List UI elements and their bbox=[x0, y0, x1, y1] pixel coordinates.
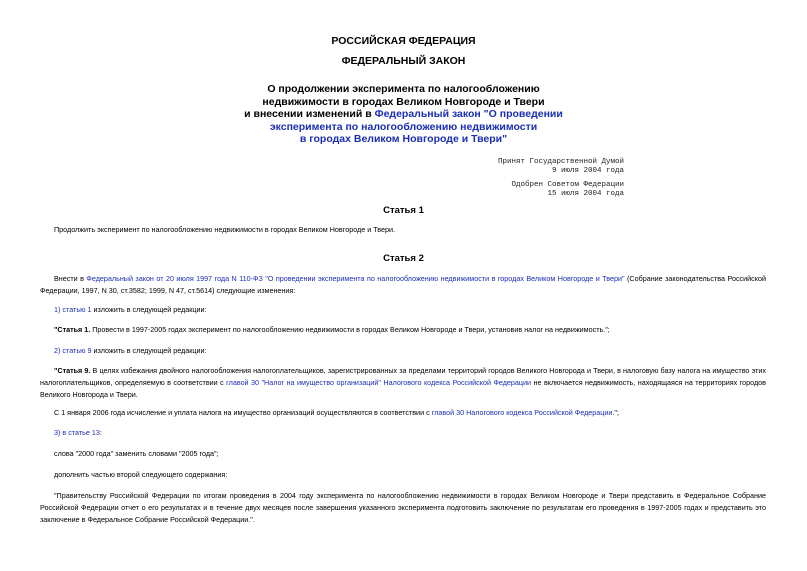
quote-1-label: "Статья 1. bbox=[54, 325, 91, 334]
item-2 bbox=[40, 345, 766, 357]
replace-words: слова "2000 года" заменить словами "2005 года"; bbox=[54, 449, 219, 458]
para-2006-text-a: С 1 января 2006 года исчисление и уплата налога на имущество организаций осуществляются в соответствии с bbox=[54, 408, 432, 417]
quote-2-text-a: В целях избежания двойного налогообложения налогоплательщиков, зарегистрированных за пределами территорий городов Великого Новгорода и Твери, в налоговую базу налога на имущество этих налогоплательщиков, определяемую в соответствии с bbox=[40, 366, 766, 387]
item-1-number: 1) bbox=[54, 305, 63, 314]
item-2-text: изложить в следующей редакции: bbox=[91, 346, 207, 355]
item-1 bbox=[40, 304, 766, 316]
item-3-number: 3) в bbox=[54, 428, 69, 437]
tax-code-chapter-30-link[interactable]: главой 30 "Налог на имущество организаций" Налогового кодекса Российской Федерации bbox=[226, 378, 532, 387]
amended-law-link[interactable]: Федеральный закон "О проведении bbox=[374, 108, 563, 120]
title-line-3 bbox=[0, 108, 807, 121]
quote-1-text: Провести в 1997-2005 годах эксперимент по налогообложению недвижимости в городах Великом Новгороде и Твери, установив налог на недвижимость."; bbox=[90, 325, 610, 334]
doc-type-heading: ФЕДЕРАЛЬНЫЙ ЗАКОН bbox=[341, 55, 466, 67]
item-2-number: 2) bbox=[54, 346, 63, 355]
article-2-heading: Статья 2 bbox=[383, 253, 424, 264]
quote-article-9 bbox=[40, 365, 766, 401]
article-13-link[interactable]: статье 13 bbox=[68, 428, 100, 437]
council-approval bbox=[511, 181, 624, 198]
article-9-link[interactable]: статью 9 bbox=[62, 346, 92, 355]
law-title bbox=[0, 83, 807, 146]
supplement-part: дополнить частью второй следующего содержания: bbox=[54, 470, 228, 479]
law-110-fz-link[interactable]: Федеральный закон от 20 июля 1997 года N 110-ФЗ "О проведении эксперимента по налогообложению недвижимости в городах Великом Новгороде и Твери" bbox=[86, 274, 625, 283]
article-1-text: Продолжить эксперимент по налогообложению недвижимости в городах Великом Новгороде и Твери. bbox=[54, 225, 396, 234]
amended-law-link-line-2[interactable]: эксперимента по налогообложению недвижимости bbox=[269, 120, 538, 133]
tax-code-chapter-30-link-2[interactable]: главой 30 Налогового кодекса Российской Федерации bbox=[431, 408, 613, 417]
article-1-heading: Статья 1 bbox=[383, 205, 424, 216]
quote-article-1 bbox=[40, 324, 766, 336]
council-date: 15 июля 2004 года bbox=[547, 189, 624, 198]
duma-date: 9 июля 2004 года bbox=[551, 166, 624, 175]
item-1-text: изложить в следующей редакции: bbox=[91, 305, 207, 314]
title-line-2: недвижимости в городах Великом Новгороде и Твери bbox=[262, 95, 545, 108]
para-2006-text-b: ."; bbox=[612, 408, 619, 417]
paragraph-2006 bbox=[40, 407, 766, 419]
council-label: Одобрен Советом Федерации bbox=[511, 181, 624, 189]
title-line-3-text: и внесении изменений в bbox=[244, 108, 375, 120]
duma-label: Принят Государственной Думой bbox=[497, 158, 624, 166]
item-3 bbox=[40, 427, 766, 439]
quote-2-label: "Статья 9. bbox=[54, 366, 91, 375]
article-1-link[interactable]: статью 1 bbox=[62, 305, 92, 314]
intro-text-a: Внести в bbox=[54, 274, 87, 283]
quote-2-text-b: не включается недвижимость, находящаяся на территориях городов Великого Новгорода и Твери. bbox=[40, 378, 766, 399]
amended-law-link-line-3[interactable]: в городах Великом Новгороде и Твери" bbox=[299, 133, 508, 145]
article-2-intro bbox=[40, 273, 766, 297]
country-heading: РОССИЙСКАЯ ФЕДЕРАЦИЯ bbox=[331, 35, 476, 47]
intro-text-b: (Собрание законодательства Российской Федерации, 1997, N 30, ст.3582; 1999, N 47, ст.5614) следующие изменения: bbox=[40, 274, 766, 295]
item-3-text: : bbox=[99, 428, 102, 437]
quote-government-report: "Правительству Российской Федерации по итогам проведения в 2004 году эксперимента по налогообложению недвижимости в городах Великом Новгороде и Твери представить в Федеральное Собрание Российской Федерации отчет о его результатах и в течение двух месяцев после завершения указанного эксперимента подготовить заключение по результатам его проведения в 1997-2005 годах и представить это заключение в Федеральное Собрание Российской Федерации.". bbox=[40, 491, 766, 524]
title-line-1: О продолжении эксперимента по налогообложению bbox=[267, 83, 540, 95]
duma-adoption bbox=[498, 158, 624, 175]
